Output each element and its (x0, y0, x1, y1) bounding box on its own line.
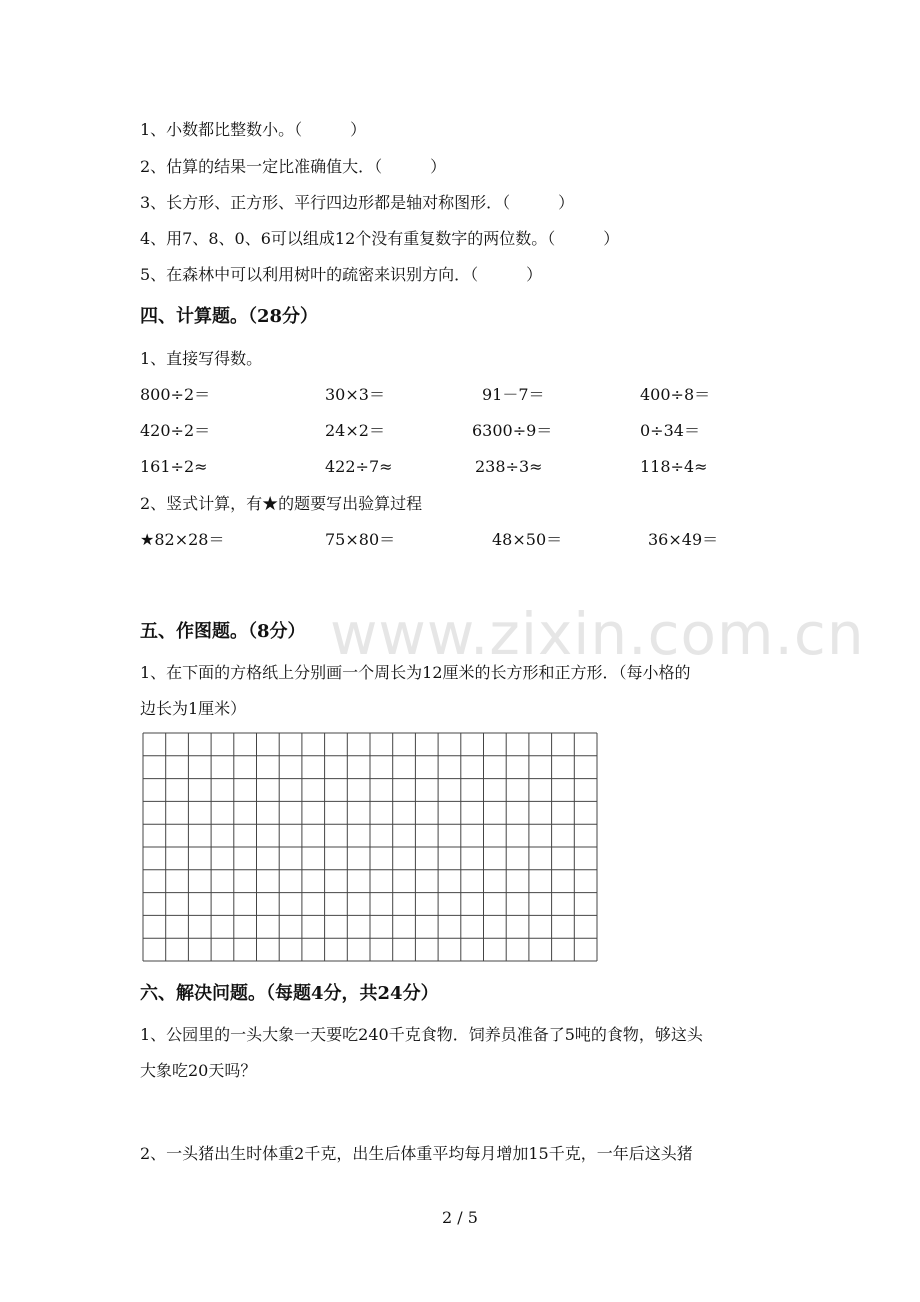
watermark: www.zixin.com.cn (330, 600, 865, 668)
judge-item-2: 2、估算的结果一定比准确值大．（ ） (140, 157, 447, 176)
oral-calc: 30×3＝ (325, 385, 385, 404)
oral-calc: 420÷2＝ (140, 421, 211, 440)
section-5-q1-line1: 1、在下面的方格纸上分别画一个周长为12厘米的长方形和正方形．（每小格的 (140, 663, 691, 682)
judge-item-5: 5、在森林中可以利用树叶的疏密来识别方向．（ ） (140, 265, 543, 284)
oral-calc: 400÷8＝ (640, 385, 711, 404)
judge-item-1: 1、小数都比整数小。（ ） (140, 120, 367, 139)
oral-calc: 422÷7≈ (325, 457, 393, 476)
section-5-title: 五、作图题。（8分） (140, 621, 306, 642)
grid-paper (142, 732, 598, 962)
section-6-q1-line1: 1、公园里的一头大象一天要吃240千克食物．饲养员准备了5吨的食物，够这头 (140, 1025, 703, 1044)
section-6-q2-line1: 2、一头猪出生时体重2千克，出生后体重平均每月增加15千克，一年后这头猪 (140, 1144, 693, 1163)
oral-calc: 161÷2≈ (140, 457, 208, 476)
oral-calc: 91－7＝ (482, 385, 545, 404)
oral-calc: 800÷2＝ (140, 385, 211, 404)
oral-calc: 24×2＝ (325, 421, 385, 440)
section-5-q1-line2: 边长为1厘米） (140, 699, 247, 718)
section-4-q1: 1、直接写得数。 (140, 349, 263, 368)
page-number: 2 / 5 (442, 1208, 478, 1227)
oral-calc: 6300÷9＝ (472, 421, 553, 440)
section-6-q1-line2: 大象吃20天吗？ (140, 1061, 257, 1080)
section-4-q2: 2、竖式计算，有★的题要写出验算过程 (140, 494, 423, 513)
oral-calc: 118÷4≈ (640, 457, 708, 476)
judge-item-3: 3、长方形、正方形、平行四边形都是轴对称图形．（ ） (140, 193, 575, 212)
section-6-title: 六、解决问题。（每题4分，共24分） (140, 983, 439, 1004)
vertical-calc: ★82×28＝ (140, 530, 225, 549)
vertical-calc: 75×80＝ (325, 530, 396, 549)
oral-calc: 0÷34＝ (640, 421, 700, 440)
oral-calc: 238÷3≈ (475, 457, 543, 476)
judge-item-4: 4、用7、8、0、6可以组成12个没有重复数字的两位数。（ ） (140, 229, 620, 248)
section-4-title: 四、计算题。（28分） (140, 306, 319, 327)
vertical-calc: 36×49＝ (648, 530, 719, 549)
vertical-calc: 48×50＝ (492, 530, 563, 549)
